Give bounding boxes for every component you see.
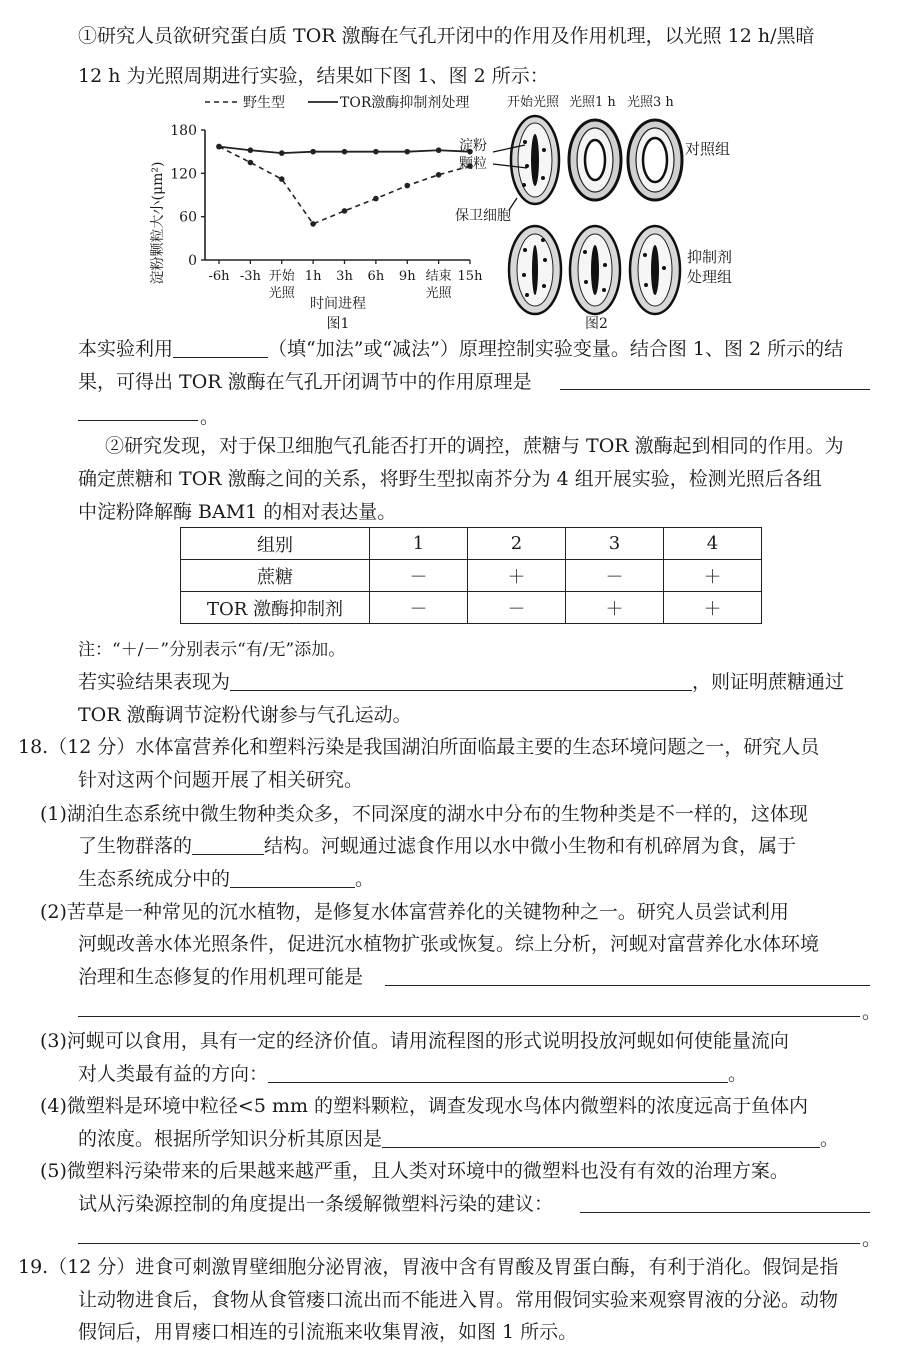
q18-line-12: (4)微塑料是环境中粒径<5 mm 的塑料颗粒，调查发现水鸟体内微塑料的浓度远高于鱼体内 [40, 1095, 809, 1117]
q18-text-13-end: 。 [820, 1128, 840, 1150]
table-row [181, 592, 762, 624]
q18-line-15: 试从污染源控制的角度提出一条缓解微塑料污染的建议： [78, 1193, 554, 1215]
answer-blank-3[interactable] [230, 670, 692, 691]
q18-text-4a: 了生物群落的 [78, 835, 193, 857]
x-tick-label: 3h [336, 269, 353, 284]
x-axis-label: 时间进程 [310, 296, 366, 312]
table-cell: － [468, 592, 566, 624]
q18-text-11: 对人类最有益的方向： [78, 1063, 269, 1085]
stomata-control-start [511, 116, 559, 204]
table-cell: 2 [468, 528, 566, 560]
x-tick-label: -3h [239, 269, 261, 284]
x-tick-label: 15h [457, 269, 483, 284]
q17-line-1 [78, 335, 843, 363]
data-point-inhibitor [342, 149, 348, 155]
q17-line-6: 中淀粉降解酶 BAM1 的相对表达量。 [78, 501, 397, 523]
q17-line-8: TOR 激酶调节淀粉代谢参与气孔运动。 [78, 704, 412, 726]
starch-granule-label-2: 颗粒 [459, 156, 487, 172]
answer-blank-7[interactable] [268, 1062, 728, 1083]
q18-line-10: (3)河蚬可以食用，具有一定的经济价值。请用流程图的形式说明投放河蚬如何使能量流向 [40, 1030, 789, 1052]
q18-line-5 [78, 865, 374, 893]
data-point-inhibitor [310, 149, 316, 155]
x-tick-label: 结束 [425, 269, 452, 284]
guard-cell-label: 保卫细胞 [455, 208, 511, 224]
q18-line-8: 治理和生态修复的作用机理可能是 [78, 966, 364, 988]
period-1: 。 [200, 406, 220, 428]
starch-granule-label-1: 淀粉 [459, 138, 487, 154]
data-point-wild-type [248, 160, 254, 166]
figure1-legend [205, 94, 469, 111]
answer-blank-2b[interactable] [78, 420, 198, 421]
stomata-inhib-1h [570, 226, 620, 314]
legend-wild-label: 野生型 [243, 95, 285, 111]
y-tick-label: 180 [170, 123, 197, 139]
table-cell: － [566, 560, 664, 592]
table-note: 注：“＋/－”分别表示“有/无”添加。 [78, 640, 346, 660]
fig2-col-header-1: 开始光照 [507, 95, 560, 110]
q18-line-1: 18.（12 分）水体富营养化和塑料污染是我国湖泊所面临最主要的生态环境问题之一，研究人员 [18, 736, 820, 758]
q17-text-1b: （填“加法”或“减法”）原理控制实验变量。结合图 1、图 2 所示的结 [268, 338, 844, 360]
q19-line-3: 假饲后，用胃瘘口相连的引流瓶来收集胃液，如图 1 所示。 [78, 1321, 578, 1343]
data-point-wild-type [373, 196, 379, 202]
q18-text-5-end: 。 [355, 868, 375, 890]
x-tick-label: 9h [398, 269, 416, 284]
data-point-inhibitor [216, 144, 222, 150]
x-tick-label: 开始 [268, 269, 295, 284]
q18-line-4 [78, 832, 796, 860]
answer-blank-4[interactable] [192, 834, 264, 855]
stomata-control-1h [569, 120, 621, 200]
q17-line-4: ②研究发现，对于保卫细胞气孔能否打开的调控，蔗糖与 TOR 激酶起到相同的作用。为 [105, 435, 844, 457]
table-cell: ＋ [468, 560, 566, 592]
legend-inhib-label: TOR激酶抑制剂处理 [340, 95, 470, 111]
table-cell: ＋ [566, 592, 664, 624]
q18-line-13 [78, 1125, 839, 1153]
table-cell: － [370, 592, 468, 624]
data-point-inhibitor [279, 150, 285, 156]
data-point-wild-type [279, 176, 285, 182]
table-cell: － [370, 560, 468, 592]
period-3: 。 [862, 1228, 882, 1250]
experiment-table [180, 527, 762, 624]
q18-line-6: (2)苦草是一种常见的沉水植物，是修复水体富营养化的关键物种之一。研究人员尝试利用 [40, 901, 789, 923]
q18-text-11-end: 。 [728, 1063, 748, 1085]
data-point-inhibitor [248, 147, 254, 153]
data-point-inhibitor [436, 147, 442, 153]
data-point-wild-type [342, 208, 348, 214]
table-row [181, 560, 762, 592]
table-cell: 蔗糖 [181, 560, 370, 592]
answer-blank-5[interactable] [230, 867, 355, 888]
table-cell: TOR 激酶抑制剂 [181, 592, 370, 624]
q17-line-2 [78, 368, 532, 396]
q18-text-4b: 结构。河蚬通过滤食作用以水中微小生物和有机碎屑为食，属于 [264, 835, 797, 857]
q18-line-7: 河蚬改善水体光照条件，促进沉水植物扩张或恢复。综上分析，河蚬对富营养化水体环境 [78, 933, 820, 955]
x-tick-label: 6h [367, 269, 385, 284]
data-point-wild-type [404, 183, 410, 189]
q19-line-1: 19.（12 分）进食可刺激胃壁细胞分泌胃液，胃液中含有胃酸及胃蛋白酶，有利于消化。假饲是指 [18, 1256, 839, 1278]
q17-text-2: 果，可得出 TOR 激酶在气孔开闭调节中的作用原理是 [78, 371, 532, 393]
q17-line-7 [78, 668, 844, 696]
q17-text-7b: ，则证明蔗糖通过 [692, 671, 845, 693]
answer-blank-6a[interactable] [385, 985, 870, 986]
answer-blank-8[interactable] [382, 1127, 820, 1148]
data-point-wild-type [310, 221, 316, 227]
answer-blank-9b[interactable] [78, 1243, 860, 1244]
q18-line-2: 针对这两个问题开展了相关研究。 [78, 769, 364, 791]
table-cell: ＋ [664, 560, 762, 592]
stomata-inhib-3h [630, 226, 680, 314]
intro-line-1: ①研究人员欲研究蛋白质 TOR 激酶在气孔开闭中的作用及作用机理，以光照 12 h/黑暗 [78, 25, 815, 47]
table-cell: 组别 [181, 528, 370, 560]
table-cell: 4 [664, 528, 762, 560]
answer-blank-6b[interactable] [78, 1016, 860, 1017]
q17-line-5: 确定蔗糖和 TOR 激酶之间的关系，将野生型拟南芥分为 4 组开展实验，检测光照后各组 [78, 468, 822, 490]
fig2-col-header-2: 光照1 h [569, 95, 616, 110]
x-tick-label: 1h [304, 269, 322, 284]
fig2-row-label-inhib-2: 处理组 [687, 268, 733, 286]
answer-blank-2a[interactable] [560, 389, 870, 390]
q19-line-2: 让动物进食后，食物从食管瘘口流出而不能进入胃。常用假饲实验来观察胃液的分泌。动物 [78, 1289, 839, 1311]
fig2-row-label-control: 对照组 [685, 140, 731, 158]
table-cell: 1 [370, 528, 468, 560]
intro-line-2: 12 h 为光照周期进行实验，结果如下图 1、图 2 所示： [78, 65, 549, 87]
data-point-inhibitor [404, 149, 410, 155]
figure1-caption: 图1 [326, 316, 350, 332]
q17-text-1a: 本实验利用 [78, 338, 174, 360]
table-row [181, 528, 762, 560]
answer-blank-9a[interactable] [580, 1212, 870, 1213]
y-tick-label: 0 [188, 253, 197, 269]
q18-line-14: (5)微塑料污染带来的后果越来越严重，且人类对环境中的微塑料也没有有效的治理方案。 [40, 1160, 789, 1182]
fig2-row-label-inhib-1: 抑制剂 [687, 248, 733, 266]
data-point-wild-type [436, 172, 442, 178]
y-tick-label: 60 [179, 209, 197, 226]
stomata-control-3h [628, 120, 682, 200]
figure2-caption: 图2 [585, 316, 608, 332]
data-point-inhibitor [373, 149, 379, 155]
x-tick-label: -6h [208, 269, 230, 284]
y-tick-label: 120 [170, 166, 197, 183]
y-axis-label: 淀粉颗粒大小(μm²) [150, 161, 166, 285]
q18-line-11 [78, 1060, 747, 1088]
q17-text-7a: 若实验结果表现为 [78, 671, 231, 693]
answer-blank-1[interactable] [173, 337, 268, 358]
q18-text-5: 生态系统成分中的 [78, 868, 231, 890]
x-tick-label: 光照 [268, 286, 295, 301]
figure2-stomata [455, 90, 765, 340]
q18-line-3: (1)湖泊生态系统中微生物种类众多，不同深度的湖水中分布的生物种类是不一样的，这体现 [40, 803, 808, 825]
table-cell: ＋ [664, 592, 762, 624]
q18-text-13: 的浓度。根据所学知识分析其原因是 [78, 1128, 383, 1150]
fig2-col-header-3: 光照3 h [627, 95, 674, 110]
period-2: 。 [862, 1001, 882, 1023]
table-cell: 3 [566, 528, 664, 560]
x-tick-label: 光照 [425, 286, 452, 301]
stomata-inhib-start [509, 226, 561, 314]
figure1-chart [140, 88, 500, 338]
